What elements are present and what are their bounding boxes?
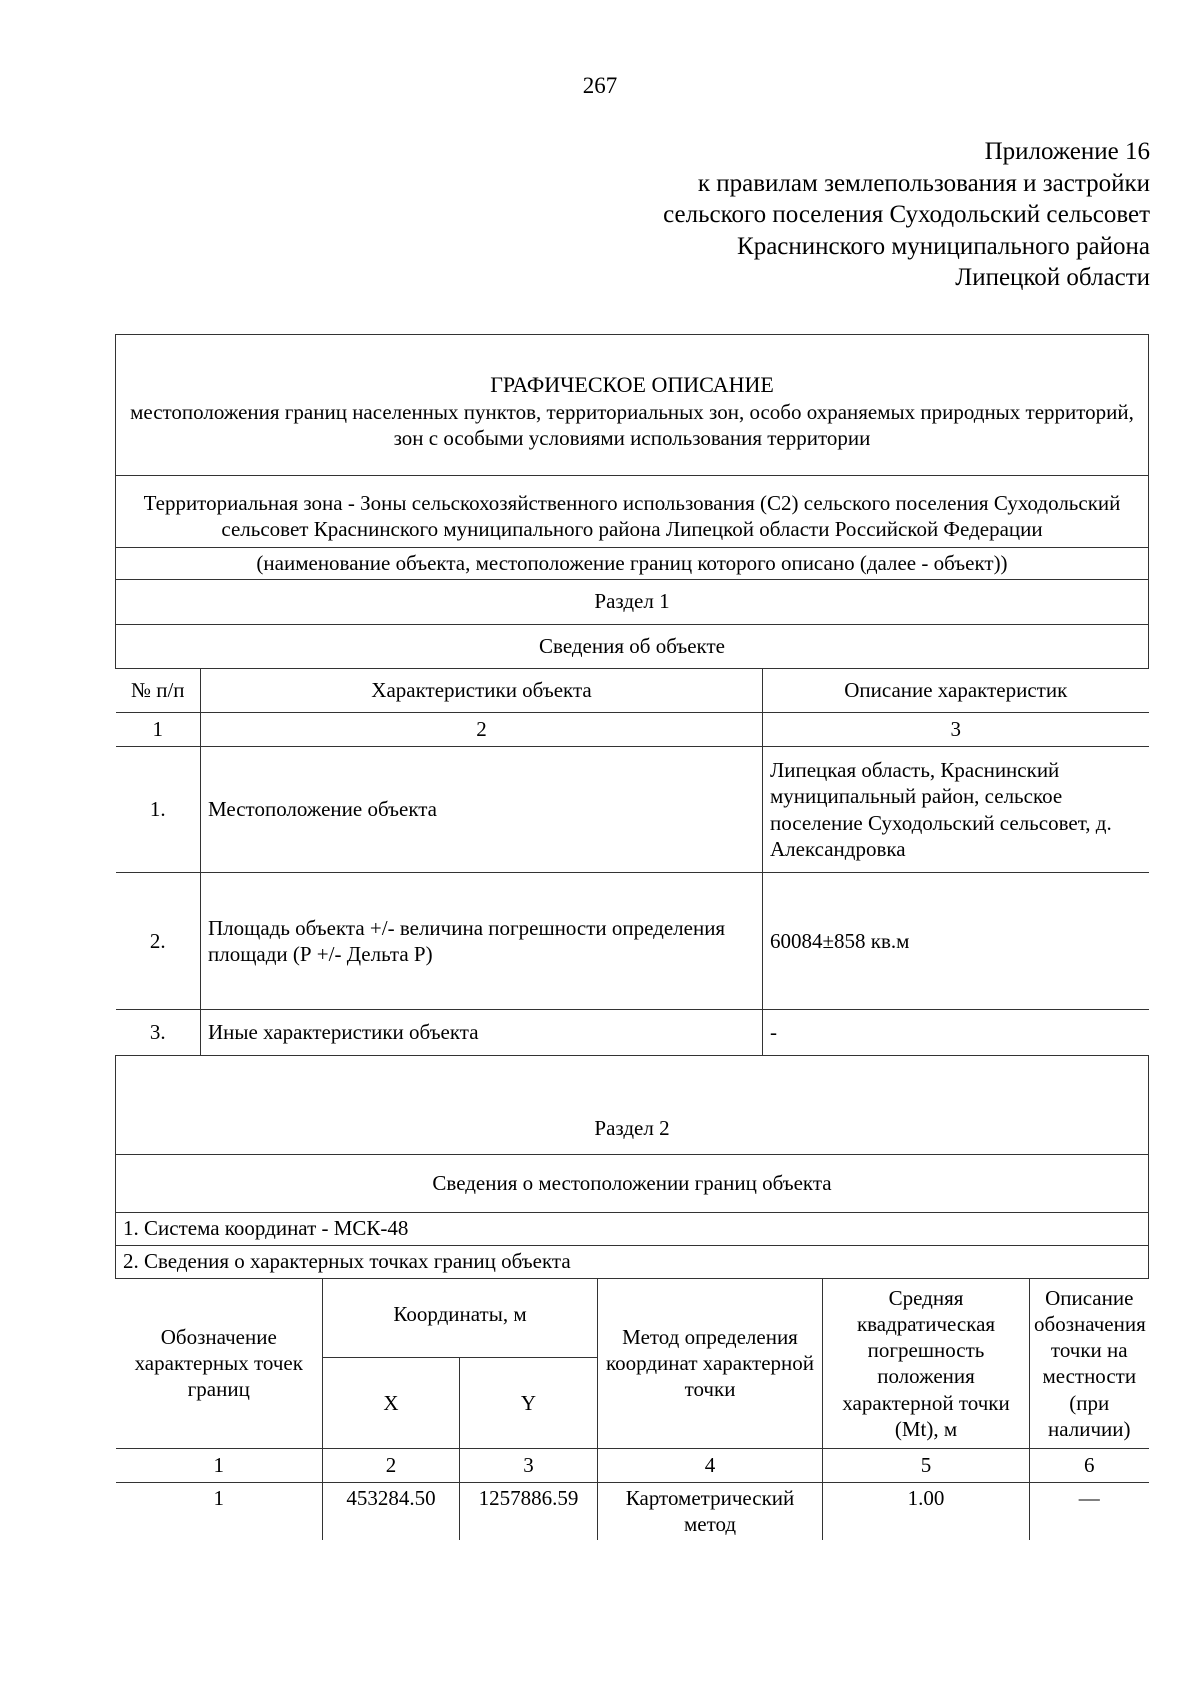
header-coordinates: Координаты, м: [323, 1279, 598, 1358]
appendix-line: Краснинского муниципального района: [737, 232, 1150, 260]
header-description: Описание характеристик: [763, 669, 1149, 713]
appendix-line: Приложение 16: [984, 138, 1150, 165]
appendix-header: [663, 136, 1150, 294]
points-title: 2. Сведения о характерных точках границ объекта: [116, 1245, 1149, 1278]
row-description: 60084±858 кв.м: [763, 873, 1149, 1010]
col-number: 2: [323, 1449, 460, 1483]
row-num: 2.: [116, 873, 201, 1010]
header-num: № п/п: [116, 669, 201, 713]
row-num: 1.: [116, 747, 201, 873]
header-x: X: [323, 1358, 460, 1449]
appendix-line: Липецкой области: [955, 264, 1150, 291]
graphic-description-table: [115, 334, 1149, 1540]
table-row: [116, 747, 1149, 873]
points-table: [116, 1279, 1149, 1540]
row-characteristic: Местоположение объекта: [201, 747, 763, 873]
col-number: 1: [116, 1449, 323, 1483]
header-method: Метод определения координат характерной точки: [598, 1279, 823, 1449]
row-characteristic: Площадь объекта +/- величина погрешности определения площади (Р +/- Дельта Р): [201, 873, 763, 1010]
col-number: 5: [823, 1449, 1030, 1483]
section2-subtitle: Сведения о местоположении границ объекта: [116, 1154, 1149, 1212]
title-block: [116, 335, 1149, 476]
col-number: 3: [460, 1449, 598, 1483]
coordinate-system: 1. Система координат - МСК-48: [116, 1212, 1149, 1245]
point-y: 1257886.59: [460, 1483, 598, 1540]
object-name: Территориальная зона - Зоны сельскохозяйственного использования (С2) сельского поселения Суходольский сельсовет Краснинского муниципального района Липецкой области Российской Федерации: [116, 476, 1149, 548]
col-number: 2: [201, 713, 763, 747]
row-characteristic: Иные характеристики объекта: [201, 1010, 763, 1055]
point-id: 1: [116, 1483, 323, 1540]
point-error: 1.00: [823, 1483, 1030, 1540]
row-description: Липецкая область, Краснинский муниципальный район, сельское поселение Суходольский сельсовет, д. Александровка: [763, 747, 1149, 873]
header-characteristic: Характеристики объекта: [201, 669, 763, 713]
document-title: ГРАФИЧЕСКОЕ ОПИСАНИЕ: [490, 372, 774, 397]
section1-subtitle: Сведения об объекте: [116, 624, 1149, 668]
row-num: 3.: [116, 1010, 201, 1055]
object-name-caption: (наименование объекта, местоположение границ которого описано (далее - объект)): [116, 547, 1149, 579]
document-subtitle: местоположения границ населенных пунктов, территориальных зон, особо охраняемых природных территорий, зон с особыми условиями использования территории: [130, 399, 1134, 450]
point-description: —: [1030, 1483, 1149, 1540]
section1-title: Раздел 1: [116, 579, 1149, 624]
point-x: 453284.50: [323, 1483, 460, 1540]
header-error: Средняя квадратическая погрешность положения характерной точки (Mt), м: [823, 1279, 1030, 1449]
appendix-line: сельского поселения Суходольский сельсовет: [663, 201, 1150, 228]
col-number: 3: [763, 713, 1149, 747]
header-designation: Обозначение характерных точек границ: [116, 1279, 323, 1449]
section2-table-wrap: [116, 1278, 1149, 1540]
table-row: [116, 873, 1149, 1010]
header-point-description: Описание обозначения точки на местности (при наличии): [1030, 1279, 1149, 1449]
point-method: Картометрический метод: [598, 1483, 823, 1540]
row-description: -: [763, 1010, 1149, 1055]
table-row: [116, 1010, 1149, 1055]
col-number: 4: [598, 1449, 823, 1483]
section2-title: Раздел 2: [116, 1055, 1149, 1154]
appendix-line: к правилам землепользования и застройки: [697, 169, 1150, 197]
page-number: 267: [582, 73, 618, 98]
table-row: [116, 1483, 1149, 1540]
col-number: 1: [116, 713, 201, 747]
object-info-table: [116, 669, 1149, 1055]
header-y: Y: [460, 1358, 598, 1449]
col-number: 6: [1030, 1449, 1149, 1483]
section1-table-wrap: [116, 668, 1149, 1055]
